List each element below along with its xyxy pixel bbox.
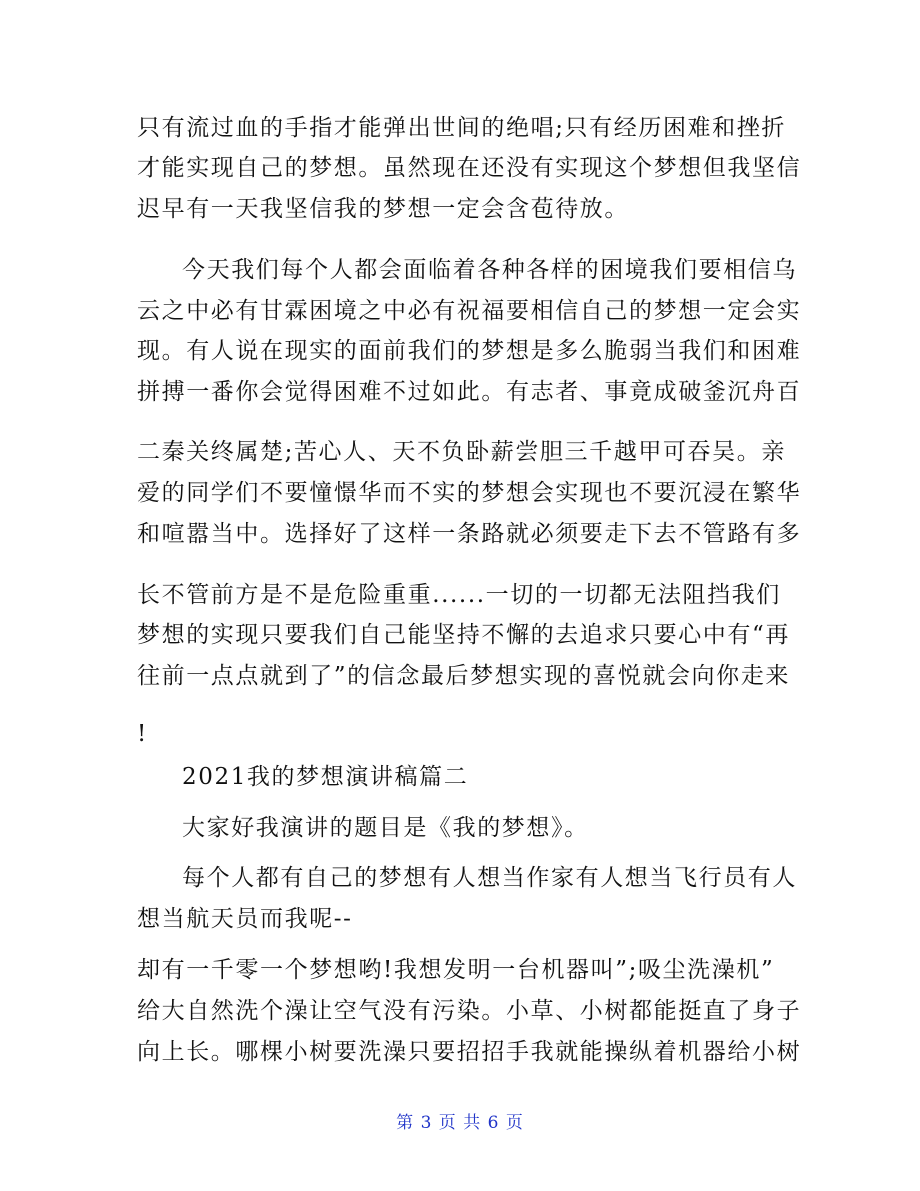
text-line: 云之中必有甘霖困境之中必有祝福要相信自己的梦想一定会实 xyxy=(137,298,802,324)
section-heading: 2021我的梦想演讲稿篇二 xyxy=(182,764,469,790)
text-line: 拼搏一番你会觉得困难不过如此。有志者、事竟成破釜沉舟百 xyxy=(137,379,802,405)
text-line: 想当航天员而我呢-- xyxy=(137,906,353,932)
text-line: 每个人都有自己的梦想有人想当作家有人想当飞行员有人 xyxy=(182,865,797,891)
text-line: 向上长。哪棵小树要洗澡只要招招手我就能操纵着机器给小树 xyxy=(137,1039,802,1065)
page-number: 第 3 页 共 6 页 xyxy=(396,1113,524,1133)
text-line: 现。有人说在现实的面前我们的梦想是多么脆弱当我们和困难 xyxy=(137,338,802,364)
text-line: 和喧嚣当中。选择好了这样一条路就必须要走下去不管路有多 xyxy=(137,521,802,547)
text-line: 梦想的实现只要我们自己能坚持不懈的去追求只要心中有“再 xyxy=(137,622,790,648)
text-line: 今天我们每个人都会面临着各种各样的困境我们要相信乌 xyxy=(182,257,797,283)
text-line: 往前一点点就到了”的信念最后梦想实现的喜悦就会向你走来 xyxy=(137,663,790,689)
text-line: 爱的同学们不要憧憬华而不实的梦想会实现也不要沉浸在繁华 xyxy=(137,480,802,506)
text-line: 才能实现自己的梦想。虽然现在还没有实现这个梦想但我坚信 xyxy=(137,155,802,181)
text-line: 长不管前方是不是危险重重......一切的一切都无法阻挡我们 xyxy=(137,582,781,608)
text-line: 只有流过血的手指才能弹出世间的绝唱;只有经历困难和挫折 xyxy=(137,115,786,141)
text-line: 给大自然洗个澡让空气没有污染。小草、小树都能挺直了身子 xyxy=(137,998,802,1024)
text-line: 迟早有一天我坚信我的梦想一定会含苞待放。 xyxy=(137,196,629,222)
text-line: 二秦关终属楚;苦心人、天不负卧薪尝胆三千越甲可吞吴。亲 xyxy=(137,439,786,465)
text-line: ! xyxy=(137,721,148,747)
text-line: 却有一千零一个梦想哟!我想发明一台机器叫”;吸尘洗澡机” xyxy=(137,957,775,983)
text-line: 大家好我演讲的题目是《我的梦想》。 xyxy=(182,815,589,841)
